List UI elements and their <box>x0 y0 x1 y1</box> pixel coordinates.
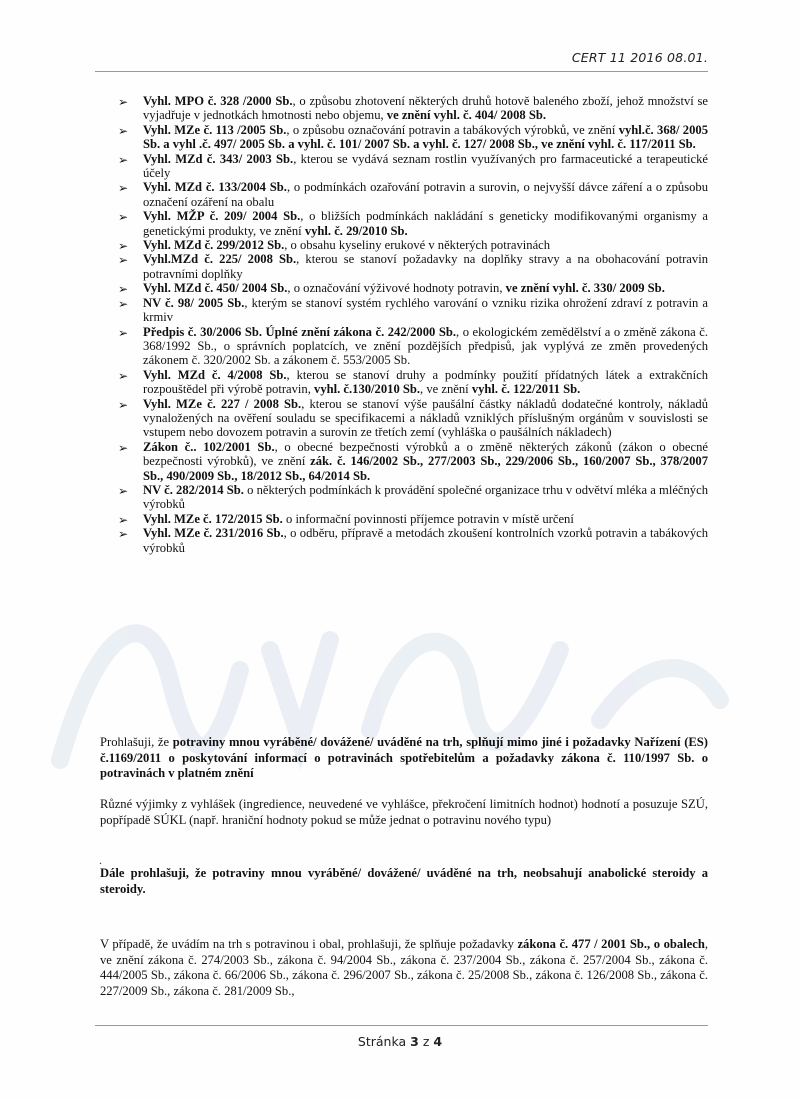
bullet-arrow-icon: ➢ <box>118 95 129 109</box>
text: , o podmínkách ozařování potravin a surovin, o nejvyšší dávce záření a o způsobu označení ozáření na obalu <box>143 180 708 209</box>
legislation-item <box>118 483 708 512</box>
legislation-item <box>118 238 708 252</box>
text: , ve znění <box>420 382 472 397</box>
bullet-arrow-icon: ➢ <box>118 368 129 383</box>
legislation-item <box>118 296 708 325</box>
legislation-item-text <box>143 440 708 483</box>
bold-text: Vyhl. MPO č. 328 /2000 Sb. <box>143 94 293 108</box>
text: , o označování výživové hodnoty potravin, <box>287 281 506 296</box>
legislation-item-text <box>143 123 708 152</box>
text: , kterým se stanoví systém rychlého varování o vzniku rizika ohrožení zdraví z potravin a krmiv <box>143 295 708 325</box>
bold-text: vyhl.č. 368/ 2005 Sb. a vyhl .č. 497/ 2005 Sb. a vyhl. č. 101/ 2007 Sb. a vyhl. č. 127/ 2008 Sb., ve znění vyhl. č. 117/2011 Sb. <box>143 122 708 152</box>
legislation-item-text <box>143 252 708 281</box>
legislation-item <box>118 440 708 483</box>
text: , o odběru, přípravě a metodách zkoušení kontrolních vzorků potravin a tabákových výrobků <box>143 526 708 555</box>
bold-text: Vyhl. MZd č. 4/2008 Sb. <box>143 367 287 382</box>
legislation-list <box>118 94 708 555</box>
page-number-sep: z <box>418 1034 434 1049</box>
text: , o obecné bezpečnosti výrobků a o změně některých zákonů (zákon o obecné bezpečnosti výrobků), ve znění <box>143 439 708 469</box>
legislation-item <box>118 180 708 209</box>
bold-text: vyhl. č.130/2010 Sb. <box>314 382 421 397</box>
text: , kterou se stanoví výše paušální částky nákladů dodatečné kontroly, nákladů vynaložených na ověření souladu se specifikacemi a nákladů vzniklých příslušným orgánům v souvislosti se vstupem nebo dovozem potravin a surovin ze třetích zemí (vyhláška o paušálních nákladech) <box>143 396 708 440</box>
header-divider <box>95 71 708 72</box>
bold-text: Vyhl. MŽP č. 209/ 2004 Sb. <box>143 209 301 224</box>
text: Různé výjimky z vyhlášek (ingredience, neuvedené ve vyhlášce, překročení limitních hodnot) hodnotí a posuzuje SZÚ, popřípadě SÚKL (např. hraniční hodnoty pokud se může jednat o potravinu nového typu) <box>100 797 708 827</box>
text: , kterou se stanoví druhy a podmínky použití přídatných látek a extrakčních rozpouštědel při výrobě potravin, <box>143 367 708 397</box>
legislation-item-text <box>143 483 708 512</box>
bold-text: zákona č. 477 / 2001 Sb., o obalech <box>517 937 705 951</box>
legislation-item <box>118 252 708 281</box>
bold-text: ve znění vyhl. č. 404/ 2008 Sb. <box>386 108 546 123</box>
page-number-current: 3 <box>410 1034 419 1049</box>
legislation-item-text <box>143 180 708 209</box>
declaration-paragraph <box>100 735 708 782</box>
legislation-item <box>118 512 708 526</box>
text: , kterou se vydává seznam rostlin využívaných pro farmaceutické a terapeutické účely <box>143 151 708 181</box>
bold-text: ve znění vyhl. č. 330/ 2009 Sb. <box>505 281 665 296</box>
bullet-arrow-icon: ➢ <box>118 483 129 498</box>
legislation-item <box>118 123 708 152</box>
bold-text: Vyhl. MZe č. 113 /2005 Sb. <box>143 122 287 137</box>
page-number-prefix: Stránka <box>357 1034 411 1049</box>
bold-text: zák. č. 146/2002 Sb., 277/2003 Sb., 229/2006 Sb., 160/2007 Sb., 378/2007 Sb., 490/2009 Sb., 18/2012 Sb., 64/2014 Sb. <box>143 454 708 483</box>
bullet-arrow-icon: ➢ <box>118 325 129 340</box>
legislation-item-text <box>143 526 708 555</box>
bullet-arrow-icon: ➢ <box>118 296 129 311</box>
legislation-item-text <box>143 94 708 123</box>
bold-text: Předpis č. 30/2006 Sb. Úplné znění zákona č. 242/2000 Sb. <box>143 324 457 339</box>
text: , o bližších podmínkách nakládání s geneticky modifikovanými organismy a genetickými produkty, ve znění <box>143 209 708 238</box>
legislation-item <box>118 152 708 181</box>
text: , o obsahu kyseliny erukové v některých potravinách <box>284 238 551 253</box>
text: o některých podmínkách k provádění společné organizace trhu v odvětví mléka a mléčných výrobků <box>143 482 708 512</box>
text: Prohlašuji, že <box>100 735 173 749</box>
legislation-item <box>118 94 708 123</box>
bullet-arrow-icon: ➢ <box>118 512 129 527</box>
legislation-item <box>118 281 708 295</box>
legislation-item-text <box>143 368 708 397</box>
bullet-arrow-icon: ➢ <box>118 123 129 138</box>
bold-text: NV č. 282/2014 Sb. <box>143 482 244 497</box>
bullet-arrow-icon: ➢ <box>118 440 129 455</box>
bold-text: Vyhl. MZe č. 172/2015 Sb. <box>143 511 283 526</box>
bold-text: NV č. 98/ 2005 Sb. <box>143 295 245 310</box>
bold-text: Vyhl. MZe č. 231/2016 Sb. <box>143 526 284 541</box>
document-code: CERT 11 2016 08.01. <box>571 50 708 65</box>
bullet-arrow-icon: ➢ <box>118 282 129 297</box>
bold-text: Zákon č.. 102/2001 Sb. <box>143 439 275 454</box>
text: o informační povinnosti příjemce potravin v místě určení <box>282 511 574 526</box>
legislation-item-text <box>143 281 708 295</box>
legislation-item <box>118 397 708 440</box>
legislation-item-text <box>143 296 708 325</box>
bullet-arrow-icon: ➢ <box>118 253 129 268</box>
bold-text: Vyhl.MZd č. 225/ 2008 Sb. <box>143 252 297 267</box>
bold-text: potraviny mnou vyráběné/ dovážené/ uváděné na trh, splňují mimo jiné i požadavky Nařízení (ES) č.1169/2011 o poskytování informací o potravinách spotřebitelům a požadavky zákona č. 110/1997 Sb. o potravinách v platném znění <box>100 735 708 781</box>
bullet-arrow-icon: ➢ <box>118 397 129 412</box>
text: , o ekologickém zemědělství a o změně zákona č. 368/1992 Sb., o správních poplatcích, ve znění pozdějších předpisů, jak vyplývá ze změn provedených zákonem č. 320/2002 Sb. a zákonem č. 553/2005 Sb. <box>143 324 708 368</box>
legislation-item-text <box>143 238 708 252</box>
steroids-declaration-paragraph <box>100 866 708 897</box>
bullet-arrow-icon: ➢ <box>118 239 129 254</box>
legislation-item-text <box>143 209 708 238</box>
bold-text: Vyhl. MZd č. 450/ 2004 Sb. <box>143 281 288 296</box>
bullet-arrow-icon: ➢ <box>118 152 129 167</box>
bold-text: Vyhl. MZd č. 133/2004 Sb. <box>143 180 287 195</box>
text: V případě, že uvádím na trh s potravinou i obal, prohlašuji, že splňuje požadavky <box>100 937 518 951</box>
bold-text: vyhl. č. 29/2010 Sb. <box>304 223 408 238</box>
stray-mark: . <box>99 853 102 867</box>
bullet-arrow-icon: ➢ <box>118 181 129 196</box>
text: , o způsobu zhotovení některých druhů hotově baleného zboží, jehož množství se vyjadřuje v jednotkách hmotnosti nebo objemu, <box>143 94 708 123</box>
text: , kterou se stanoví požadavky na doplňky stravy a na obohacování potravin potravními doplňky <box>143 252 708 281</box>
bullet-arrow-icon: ➢ <box>118 527 129 542</box>
packaging-paragraph <box>100 937 708 999</box>
page-number-total: 4 <box>433 1034 443 1049</box>
exceptions-paragraph <box>100 797 708 828</box>
legislation-item-text <box>143 512 708 526</box>
text: , o způsobu označování potravin a tabákových výrobků, ve znění <box>286 122 619 137</box>
legislation-item-text <box>143 152 708 181</box>
page-number <box>0 1034 800 1049</box>
bold-text: vyhl. č. 122/2011 Sb. <box>471 382 581 397</box>
bullet-arrow-icon: ➢ <box>118 210 129 225</box>
legislation-item-text <box>143 325 708 368</box>
bold-text: Dále prohlašuji, že potraviny mnou vyráběné/ dovážené/ uváděné na trh, neobsahují anabolické steroidy a steroidy. <box>100 866 708 896</box>
legislation-item <box>118 526 708 555</box>
bold-text: Vyhl. MZe č. 227 / 2008 Sb. <box>143 396 302 411</box>
legislation-item <box>118 368 708 397</box>
footer-divider <box>95 1025 708 1026</box>
legislation-item <box>118 325 708 368</box>
bold-text: Vyhl. MZd č. 343/ 2003 Sb. <box>143 151 294 166</box>
legislation-item <box>118 209 708 238</box>
legislation-item-text <box>143 397 708 440</box>
bold-text: Vyhl. MZd č. 299/2012 Sb. <box>143 238 285 253</box>
text: , ve znění zákona č. 274/2003 Sb., zákona č. 94/2004 Sb., zákona č. 237/2004 Sb., zákona č. 257/2004 Sb., zákona č. 444/2005 Sb., zákona č. 66/2006 Sb., zákona č. 296/2007 Sb., zákona č. 25/2008 Sb., zákona č. 126/2008 Sb., zákona č. 227/2009 Sb., zákona č. 281/2009 Sb., <box>100 937 709 998</box>
